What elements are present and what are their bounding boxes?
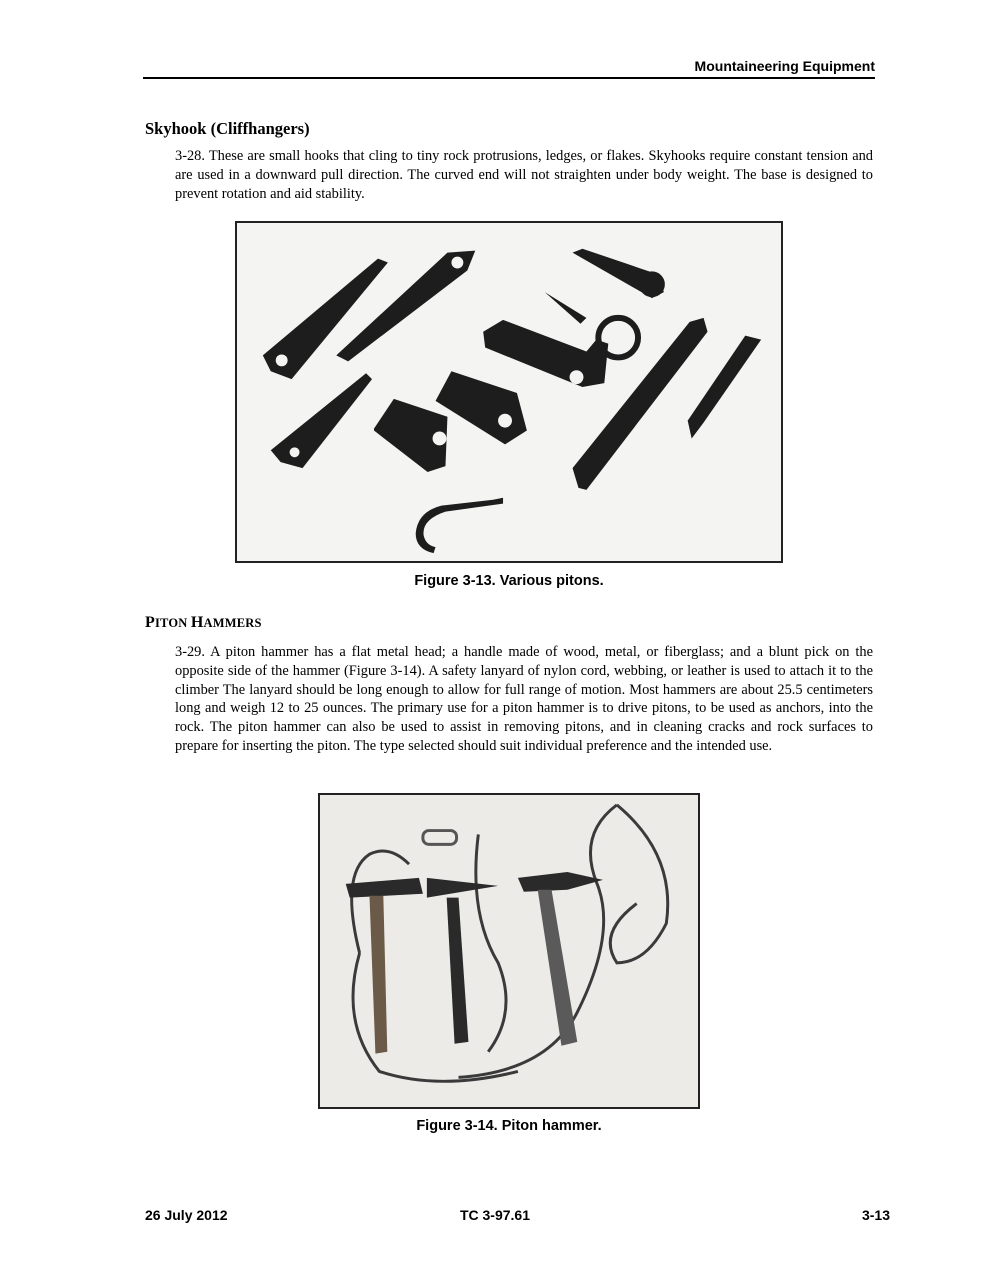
running-header: Mountaineering Equipment: [694, 58, 875, 74]
section-heading-piton-hammers: [145, 614, 262, 632]
pitons-illustration: [237, 223, 781, 561]
figure-3-13-caption: Figure 3-13. Various pitons.: [414, 573, 604, 589]
figure-3-14-caption: Figure 3-14. Piton hammer.: [416, 1118, 602, 1134]
heading-small-caps-1: ITON: [154, 616, 191, 630]
figure-3-14-piton-hammer-photo: [318, 793, 700, 1109]
paragraph-3-29: 3-29. A piton hammer has a flat metal head; a handle made of wood, metal, or fiberglass; and a blunt pick on the opposite side of the hammer (Figure 3-14). A safety lanyard of nylon cord, webbing, or leather is used to attach it to the climber The lanyard should be long enough to allow for full range of motion. Most hammers are about 25.5 centimeters long and weigh 12 to 25 ounces. The primary use for a piton hammer is to drive pitons, to be used as anchors, into the rock. The piton hammer can also be used to assist in removing pitons, and in cleaning cracks and rock surfaces to prepare for inserting the piton. The type selected should suit individual preference and the intended use.: [175, 644, 873, 754]
footer-page-number: 3-13: [861, 1207, 890, 1223]
heading-small-caps-2: AMMERS: [203, 616, 262, 630]
section-heading-skyhook: Skyhook (Cliffhangers): [145, 119, 310, 138]
paragraph-3-28: 3-28. These are small hooks that cling to tiny rock protrusions, ledges, or flakes. Skyhooks require constant tension and are used in a downward pull direction. The curved end will not straighten under body weight. The base is designed to prevent rotation and aid stability.: [175, 148, 873, 202]
header-rule: [143, 77, 875, 79]
piton-hammer-illustration: [320, 795, 698, 1107]
heading-letter-h: H: [190, 614, 204, 631]
figure-3-13-pitons-photo: [235, 221, 783, 563]
footer-doc-number: TC 3-97.61: [459, 1207, 531, 1223]
footer-date: 26 July 2012: [145, 1207, 228, 1223]
heading-letter-p: P: [145, 614, 155, 631]
